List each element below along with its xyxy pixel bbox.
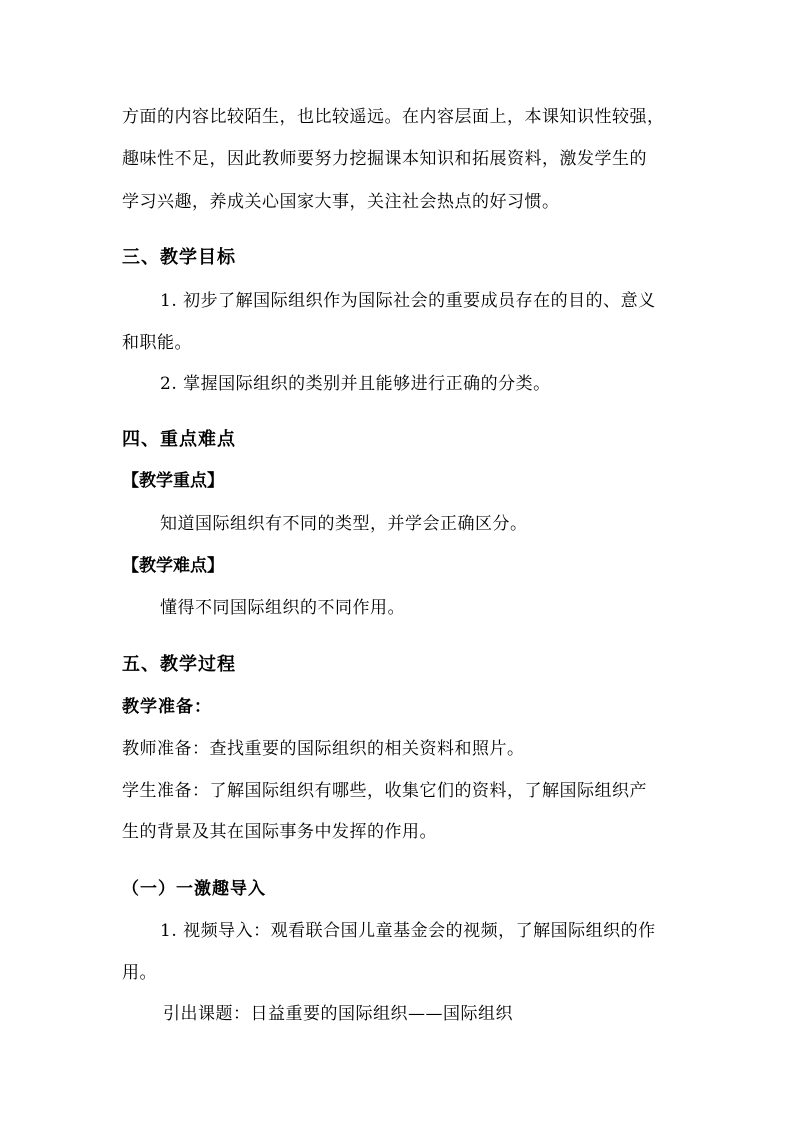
- key-point-text: 知道国际组织有不同的类型，并学会正确区分。: [160, 514, 528, 534]
- student-preparation-line-1: 学生准备：了解国际组织有哪些，收集它们的资料，了解国际组织产: [122, 781, 647, 801]
- preparation-label: 教学准备：: [122, 697, 212, 717]
- key-point-label: 【教学重点】: [122, 471, 224, 491]
- intro-line-2: 趣味性不足，因此教师要努力挖掘课本知识和拓展资料，激发学生的: [122, 149, 647, 169]
- intro-line-1: 方面的内容比较陌生，也比较遥远。在内容层面上，本课知识性较强，: [122, 107, 665, 127]
- difficulty-text: 懂得不同国际组织的不同作用。: [160, 598, 405, 618]
- part-1-heading: （一）一激趣导入: [122, 879, 266, 899]
- difficulty-label: 【教学难点】: [122, 556, 224, 576]
- student-preparation-line-2: 生的背景及其在国际事务中发挥的作用。: [122, 822, 437, 842]
- objective-1-line-1: 1. 初步了解国际组织作为国际社会的重要成员存在的目的、意义: [160, 291, 656, 311]
- teacher-preparation: 教师准备：查找重要的国际组织的相关资料和照片。: [122, 739, 525, 759]
- part-1-item-1-line-2: 用。: [122, 963, 157, 983]
- objective-1-line-2: 和职能。: [122, 333, 192, 353]
- lesson-topic-intro: 引出课题：日益重要的国际组织——国际组织: [163, 1004, 513, 1024]
- section-heading-objectives: 三、教学目标: [122, 247, 236, 268]
- section-heading-key-points: 四、重点难点: [122, 429, 236, 450]
- part-1-item-1-line-1: 1. 视频导入：观看联合国儿童基金会的视频，了解国际组织的作: [160, 921, 656, 941]
- objective-2: 2. 掌握国际组织的类别并且能够进行正确的分类。: [160, 374, 551, 394]
- intro-line-3: 学习兴趣，养成关心国家大事，关注社会热点的好习惯。: [122, 192, 560, 212]
- section-heading-process: 五、教学过程: [122, 654, 236, 675]
